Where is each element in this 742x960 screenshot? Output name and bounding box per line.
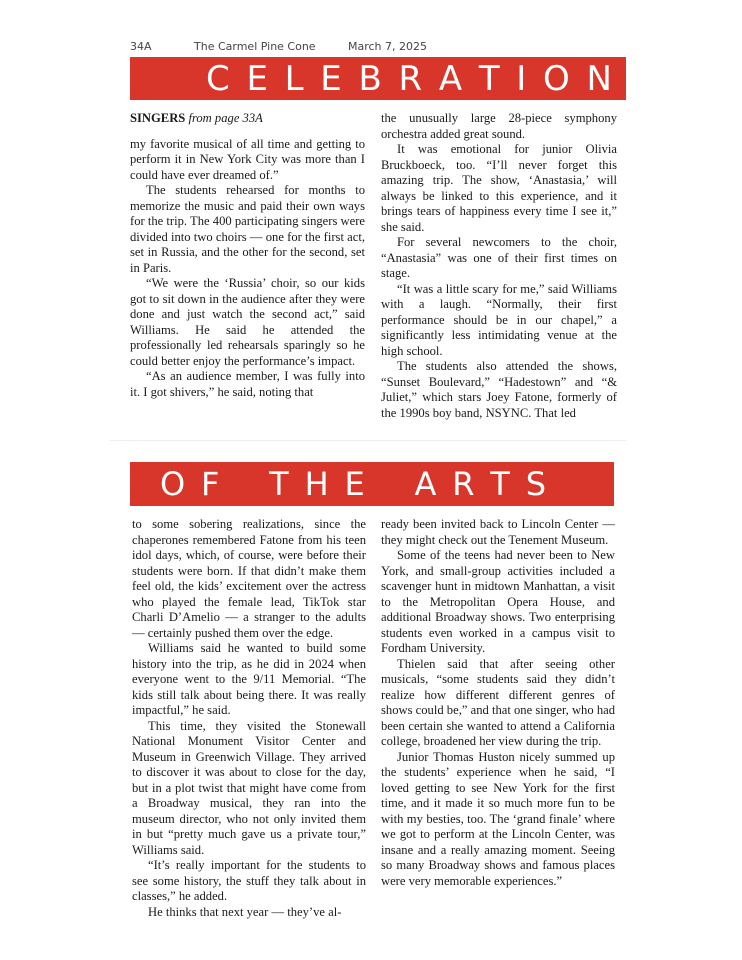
banner-letter: A: [414, 465, 437, 503]
paragraph: It was emotional for junior Olivia Bruckboeck, too. “I’ll never forget this amazing trip. The show, ‘Anastasia,’ will always be linked to this experience, and it brings tears of happiness every time I see it,” she said.: [381, 142, 617, 234]
column-1: [130, 111, 365, 400]
jump-reference: from page 33A: [188, 111, 263, 125]
banner-letter: T: [269, 465, 289, 503]
banner-letter: R: [398, 58, 423, 99]
paragraph: my favorite musical of all time and getting to perform it in New York City was more than I could have ever dreamed of.”: [130, 136, 365, 182]
paragraph: The students rehearsed for months to memorize the music and paid their own ways for the trip. The 400 participating singers were divided into two choirs — one for the first act, set in Russia, and the other for the second, set in Paris.: [130, 183, 365, 275]
page-header: [130, 40, 626, 54]
paragraph: Some of the teens had never been to New York, and small-group activities included a scavenger hunt in midtown Manhattan, a visit to the Metropolitan Opera House, and additional Broadway shows. Two enterprising students even worked in a campus visit to Fordham University.: [381, 548, 615, 655]
banner-letter: N: [586, 58, 612, 99]
paragraph: “It was a little scary for me,” said Williams with a laugh. “Normally, their first performance should be in our chapel,” a significantly less intimidating venue at the high school.: [381, 281, 617, 358]
banner-letter: E: [344, 465, 365, 503]
paragraph: “We were the ‘Russia’ choir, so our kids got to sit down in the audience after they were done and just watch the second act,” said Williams. He said he attended the professionally led rehearsals sparingly so he could better enjoy the performance’s impact.: [130, 276, 365, 368]
paragraph: ready been invited back to Lincoln Center — they might check out the Tenement Museum.: [381, 517, 615, 547]
banner-letter: E: [246, 58, 268, 99]
banner-letter: O: [160, 465, 186, 503]
paragraph: “It’s really important for the students to see some history, the stuff they talk about in classes,” he added.: [132, 858, 366, 903]
column-3: [132, 517, 366, 920]
publication-name: The Carmel Pine Cone: [194, 40, 316, 53]
column-2: [381, 111, 617, 421]
jump-kicker: SINGERS: [130, 111, 186, 125]
banner-letter: L: [284, 58, 304, 99]
paragraph: Williams said he wanted to build some history into the trip, as he did in 2024 when everyone went to the 9/11 Memorial. “The kids still talk about being there. It was really impactful,” he said.: [132, 641, 366, 717]
banner-letter: R: [452, 465, 475, 503]
banner-letter: T: [490, 465, 510, 503]
paragraph: For several newcomers to the choir, “Anastasia” was one of their first times on stage.: [381, 235, 617, 280]
banner-letter: C: [206, 58, 230, 99]
celebration-banner: [130, 57, 626, 100]
paragraph: Junior Thomas Huston nicely summed up the students’ experience when he said, “I loved getting to see New York for the first time, and it made it so much more fun to be with my besties, too. The ‘grand finale’ where we got to perform at the Lincoln Center, was insane and a really amazing moment. Seeing so many Broadway shows and famous places were very memorable experiences.”: [381, 749, 615, 888]
column-4: [381, 517, 615, 889]
banner-letter: F: [201, 465, 220, 503]
divider: [110, 440, 626, 441]
issue-date: March 7, 2025: [348, 40, 428, 53]
banner-letter: S: [525, 465, 546, 503]
paragraph: “As an audience member, I was fully into it. I got shivers,” he said, noting that: [130, 369, 365, 399]
banner-letter: T: [478, 58, 500, 99]
banner-letter: I: [516, 58, 527, 99]
paragraph: He thinks that next year — they’ve al-: [148, 904, 342, 919]
banner-letter: E: [320, 58, 342, 99]
paragraph: This time, they visited the Stonewall National Monument Visitor Center and Museum in Greenwich Village. They arrived to discover it was about to close for the day, but in a plot twist that might have come from a Broadway musical, they ran into the museum director, who not only invited them in but “pretty much gave us a private tour,” Williams said.: [132, 718, 366, 857]
banner-letter: B: [358, 58, 382, 99]
banner-letter: A: [438, 58, 463, 99]
paragraph: The students also attended the shows, “Sunset Boulevard,” “Hadestown” and “& Juliet,” which stars Joey Fatone, formerly of the 1990s boy band, NSYNC. That led: [381, 359, 617, 420]
paragraph: the unusually large 28-piece symphony orchestra added great sound.: [381, 111, 617, 141]
paragraph: Thielen said that after seeing other musicals, “some students said they didn’t realize how different different genres of shows could be,” and that one singer, who had been certain she wanted to attend a California college, broadened her view during the trip.: [381, 656, 615, 748]
page-number: 34A: [130, 40, 152, 53]
banner-letter: O: [543, 58, 570, 99]
banner-letter: H: [304, 465, 329, 503]
of-the-arts-banner: [130, 462, 614, 506]
jump-line: [130, 111, 365, 127]
paragraph: to some sobering realizations, since the chaperones remembered Fatone from his teen idol days, which, of course, were before their students were born. If that didn’t make them feel old, the kids’ excitement over the actress who played the female lead, TikTok star Charli D’Amelio — a stranger to the adults — certainly pushed them over the edge.: [132, 517, 366, 640]
